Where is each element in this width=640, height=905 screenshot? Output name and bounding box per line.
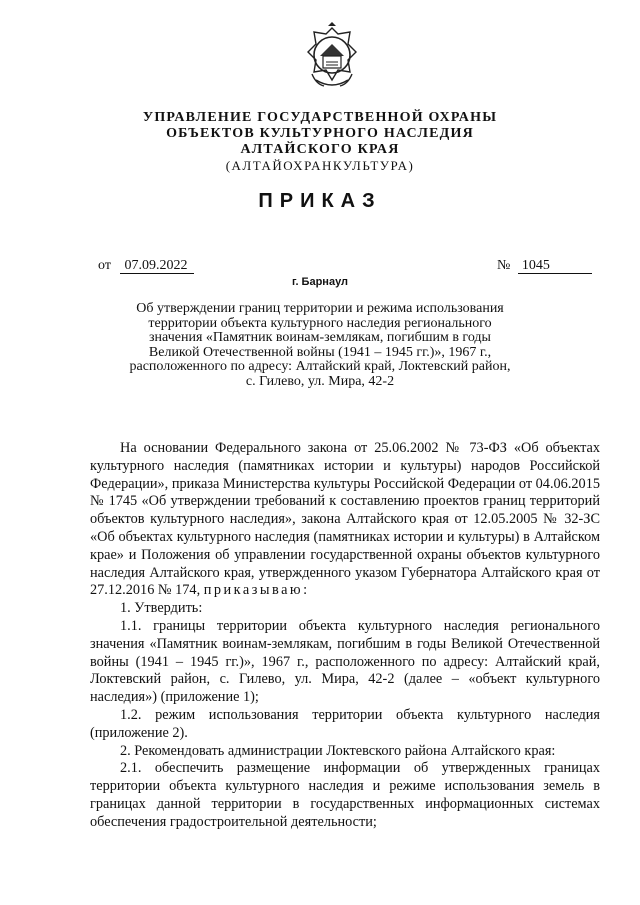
subject-line: с. Гилево, ул. Мира, 42-2 — [245, 373, 395, 389]
coat-of-arms-emblem — [302, 22, 362, 92]
item-2: 2. Рекомендовать администрации Локтевского района Алтайского края: — [120, 742, 556, 759]
subject-line: расположенного по адресу: Алтайский край, Локтевский район, — [129, 359, 511, 375]
item-2-1: 2.1. обеспечить размещение информации об утвержденных границах территории объекта культурного наследия и режиме использования земель в границах данной территории в государственных информационных системах обеспечения градостроительной деятельности; — [90, 760, 600, 830]
order-subject — [120, 302, 520, 390]
preamble-text: На основании Федерального закона от 25.06.2002 № 73-ФЗ «Об объектах культурного наследия (памятниках истории и культуры) народов Российской Федерации», приказа Министерства культуры Российской Федерации от 04.06.2015 № 1745 «Об утверждении требований к составлению проектов границ территорий объектов культурного наследия», закона Алтайского края от 12.05.2005 № 32-ЗС «Об объектах культурного наследия (памятниках истории и культуры) в Алтайском крае» и Положения об управлении государственной охраны объектов культурного наследия Алтайского края, утвержденного указом Губернатора Алтайского края от 27.12.2016 № 174, — [90, 440, 600, 599]
issuing-city: г. Барнаул — [291, 276, 349, 288]
org-name-line-1: УПРАВЛЕНИЕ ГОСУДАРСТВЕННОЙ ОХРАНЫ — [142, 110, 498, 125]
organization-name — [0, 110, 640, 174]
order-keyword: приказываю: — [203, 582, 310, 599]
subject-line: территории объекта культурного наследия регионального — [148, 315, 492, 331]
date-value: 07.09.2022 — [120, 258, 194, 274]
org-name-line-2: ОБЪЕКТОВ КУЛЬТУРНОГО НАСЛЕДИЯ — [166, 126, 474, 141]
document-type-title: ПРИКАЗ — [258, 190, 382, 212]
order-body — [90, 440, 600, 832]
order-date — [98, 258, 194, 274]
item-1-1: 1.1. границы территории объекта культурного наследия регионального значения «Памятник воинам-землякам, погибшим в годы Великой Отечественной войны (1941 – 1945 гг.)», 1967 г., расположенного по адресу: Алтайский край, Локтевский район, с. Гилево, ул. Мира, 42-2 (далее – «объект культурного наследия») (приложение 1); — [90, 617, 600, 706]
org-short-name: (АЛТАЙОХРАНКУЛЬТУРА) — [225, 158, 415, 173]
date-prefix: от — [98, 258, 111, 273]
org-name-line-3: АЛТАЙСКОГО КРАЯ — [240, 142, 400, 157]
order-number — [497, 258, 592, 274]
number-value: 1045 — [518, 258, 592, 274]
item-1: 1. Утвердить: — [120, 600, 203, 617]
number-prefix: № — [497, 258, 511, 273]
subject-line: Великой Отечественной войны (1941 – 1945 гг.)», 1967 г., — [148, 344, 492, 360]
subject-line: значения «Памятник воинам-землякам, погибшим в годы — [149, 330, 491, 346]
item-1-2: 1.2. режим использования территории объекта культурного наследия (приложение 2). — [90, 706, 600, 741]
subject-line: Об утверждении границ территории и режима использования — [136, 301, 504, 316]
preamble-paragraph — [90, 440, 600, 600]
